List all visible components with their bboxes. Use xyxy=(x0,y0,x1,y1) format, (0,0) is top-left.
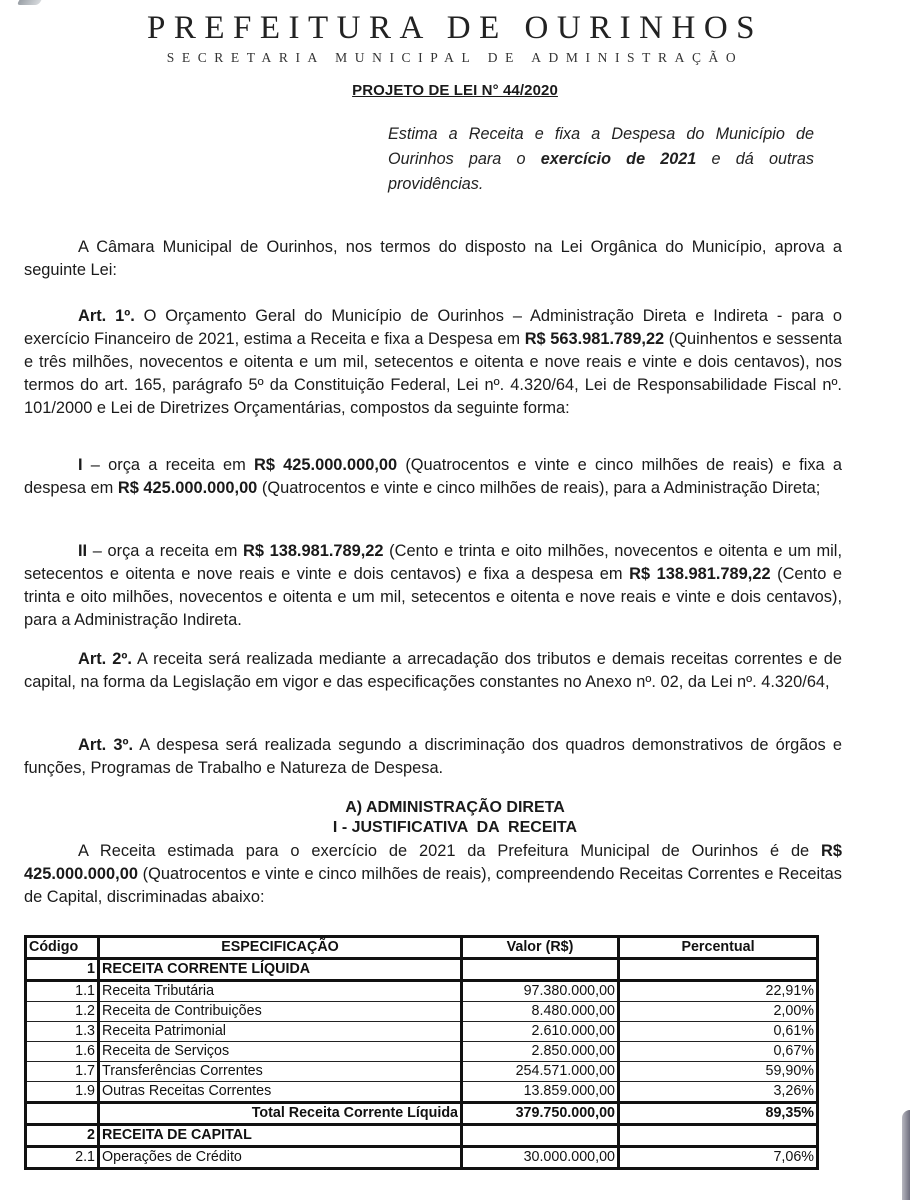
cell-specification: Receita Tributária xyxy=(99,981,462,1002)
cell-percentage: 3,26% xyxy=(619,1082,818,1103)
cell-code: 1.2 xyxy=(26,1002,99,1022)
cell-percentage xyxy=(619,959,818,981)
cell-specification: Total Receita Corrente Líquida xyxy=(99,1103,462,1125)
cell-percentage: 2,00% xyxy=(619,1002,818,1022)
article-2-text: A receita será realizada mediante a arrecadação dos tributos e demais receitas correntes e de capital, na forma da Legislação em vigor e das especificações constantes no Anexo nº. 02, da Lei nº. 4.320/64, xyxy=(24,650,842,691)
section-heading: A) ADMINISTRAÇÃO DIRETA xyxy=(345,799,565,816)
cell-percentage: 0,61% xyxy=(619,1022,818,1042)
table-row xyxy=(26,1022,818,1042)
cell-value: 97.380.000,00 xyxy=(462,981,619,1002)
page-corner-mark xyxy=(17,0,42,5)
org-title: PREFEITURA DE OURINHOS xyxy=(146,10,764,46)
cell-percentage: 7,06% xyxy=(619,1147,818,1169)
item-i-amount-expense: R$ 425.000.000,00 xyxy=(117,479,258,497)
cell-value xyxy=(462,1125,619,1147)
table-row xyxy=(26,1147,818,1169)
table-row xyxy=(26,1125,818,1147)
cell-code: 1.1 xyxy=(26,981,99,1002)
table-row xyxy=(26,1002,818,1022)
article-2 xyxy=(24,648,842,694)
cell-value xyxy=(462,959,619,981)
item-ii-label: II xyxy=(78,542,88,560)
cell-value: 2.850.000,00 xyxy=(462,1042,619,1062)
cell-percentage: 59,90% xyxy=(619,1062,818,1082)
article-2-label: Art. 2º. xyxy=(78,650,132,668)
item-ii xyxy=(24,540,842,632)
cell-value: 254.571.000,00 xyxy=(462,1062,619,1082)
revenue-intro-text-end: (Quatrocentos e vinte e cinco milhões de reais), compreendendo Receitas Correntes e Receitas de Capital, discriminadas abaixo: xyxy=(24,865,842,906)
cell-code xyxy=(26,1103,99,1125)
cell-code: 2.1 xyxy=(26,1147,99,1169)
cell-code: 1.6 xyxy=(26,1042,99,1062)
item-i-text: – orça a receita em xyxy=(82,456,254,474)
article-1 xyxy=(24,305,842,420)
cell-percentage: 89,35% xyxy=(619,1103,818,1125)
table-row xyxy=(26,981,818,1002)
cell-specification: Operações de Crédito xyxy=(99,1147,462,1169)
item-ii-text: – orça a receita em xyxy=(87,542,243,560)
summary-text: Estima a Receita e fixa a Despesa do Município de Ourinhos para o xyxy=(388,125,814,168)
revenue-intro xyxy=(24,840,842,909)
item-i-text-3: (Quatrocentos e vinte e cinco milhões de reais), para a Administração Direta; xyxy=(257,479,821,497)
table-header-row xyxy=(26,937,818,959)
subsection-heading: I - JUSTIFICATIVA DA RECEITA xyxy=(332,819,578,836)
org-subtitle: SECRETARIA MUNICIPAL DE ADMINISTRAÇÃO xyxy=(166,50,744,65)
page-edge-shadow xyxy=(902,1110,910,1200)
cell-specification: Transferências Correntes xyxy=(99,1062,462,1082)
cell-code: 1.7 xyxy=(26,1062,99,1082)
cell-value: 379.750.000,00 xyxy=(462,1103,619,1125)
column-header-value: Valor (R$) xyxy=(462,937,619,959)
table-row xyxy=(26,1062,818,1082)
item-ii-amount-revenue: R$ 138.981.789,22 xyxy=(243,542,384,560)
cell-value: 8.480.000,00 xyxy=(462,1002,619,1022)
summary-bold: exercício de 2021 xyxy=(540,150,697,168)
table-row xyxy=(26,1042,818,1062)
cell-specification: Receita Patrimonial xyxy=(99,1022,462,1042)
cell-value: 13.859.000,00 xyxy=(462,1082,619,1103)
cell-code: 2 xyxy=(26,1125,99,1147)
cell-specification: RECEITA CORRENTE LÍQUIDA xyxy=(99,959,462,981)
item-ii-text-3: (Cento e trinta e oito milhões, novecentos e oitenta e um mil, setecentos e oitenta e nove reais e vinte e dois centavos) xyxy=(24,565,842,606)
table-row xyxy=(26,1082,818,1103)
cell-specification: RECEITA DE CAPITAL xyxy=(99,1125,462,1147)
article-1-amount: R$ 563.981.789,22 xyxy=(524,330,665,348)
article-3-label: Art. 3º. xyxy=(78,736,134,754)
item-ii-amount-expense: R$ 138.981.789,22 xyxy=(629,565,771,583)
cell-code: 1 xyxy=(26,959,99,981)
article-1-text: O Orçamento Geral do Município de Ourinhos – Administração Direta e Indireta - para o exercício Financeiro de 2021, estima a Receita e fixa a Despesa em xyxy=(24,307,843,348)
item-ii-text-2: (Cento e trinta e oito milhões, novecentos e oitenta e um mil, setecentos e oitenta e nove reais e vinte e dois centavos) e fixa a despesa em xyxy=(24,542,842,583)
item-i-text-2: (Quatrocentos e vinte e cinco milhões de reais) e fixa a despesa em xyxy=(24,456,843,497)
cell-percentage xyxy=(619,1125,818,1147)
table-row xyxy=(26,1103,818,1125)
cell-specification: Outras Receitas Correntes xyxy=(99,1082,462,1103)
cell-code: 1.9 xyxy=(26,1082,99,1103)
item-i xyxy=(24,454,842,500)
article-3-text: A despesa será realizada segundo a discriminação dos quadros demonstrativos de órgãos e funções, Programas de Trabalho e Natureza de Despesa. xyxy=(24,736,842,777)
column-header-specification: ESPECIFICAÇÃO xyxy=(99,937,462,959)
bill-title: PROJETO DE LEI N° 44/2020 xyxy=(352,82,558,99)
revenue-intro-amount: R$ 425.000.000,00 xyxy=(24,842,842,883)
summary-text-end: e dá outras providências. xyxy=(388,150,815,193)
column-header-code: Código xyxy=(26,937,99,959)
cell-value: 2.610.000,00 xyxy=(462,1022,619,1042)
revenue-table xyxy=(24,935,819,1170)
preamble-text: A Câmara Municipal de Ourinhos, nos termos do disposto na Lei Orgânica do Município, aprova a seguinte Lei: xyxy=(24,238,842,279)
cell-code: 1.3 xyxy=(26,1022,99,1042)
column-header-percentage: Percentual xyxy=(619,937,818,959)
table-row xyxy=(26,959,818,981)
cell-specification: Receita de Serviços xyxy=(99,1042,462,1062)
cell-value: 30.000.000,00 xyxy=(462,1147,619,1169)
item-ii-text-4: , para a Administração Indireta. xyxy=(24,588,842,629)
item-i-amount-revenue: R$ 425.000.000,00 xyxy=(254,456,398,474)
article-1-label: Art. 1º. xyxy=(78,307,135,325)
cell-percentage: 0,67% xyxy=(619,1042,818,1062)
revenue-intro-text: A Receita estimada para o exercício de 2021 da Prefeitura Municipal de Ourinhos é de xyxy=(78,842,822,860)
preamble xyxy=(24,236,842,282)
bill-summary xyxy=(388,122,814,197)
item-i-label: I xyxy=(78,456,83,474)
cell-specification: Receita de Contribuições xyxy=(99,1002,462,1022)
cell-percentage: 22,91% xyxy=(619,981,818,1002)
article-3 xyxy=(24,734,842,780)
article-1-text-end: (Quinhentos e sessenta e três milhões, novecentos e oitenta e um mil, setecentos e oitenta e nove reais e vinte e dois centavos), nos termos do art. 165, parágrafo 5º da Constituição Federal, Lei nº. 4.320/64, Lei de Responsabilidade Fiscal nº. 101/2000 e Lei de Diretrizes Orçamentárias, compostos da seguinte forma: xyxy=(24,330,842,417)
